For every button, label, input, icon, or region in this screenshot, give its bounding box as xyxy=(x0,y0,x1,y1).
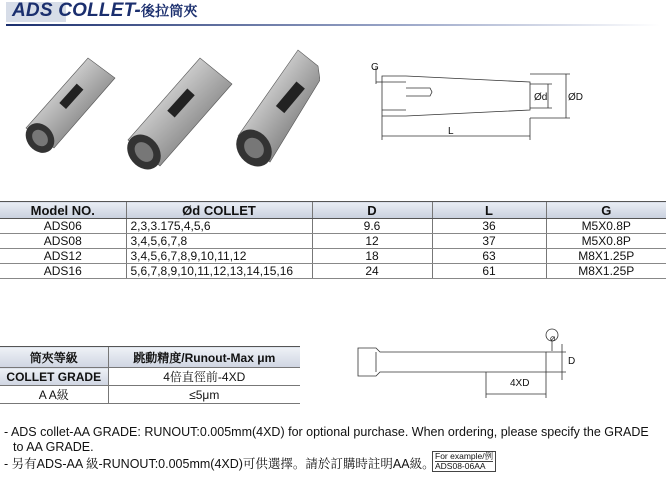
dim-label-length: L xyxy=(448,126,454,137)
collet-large xyxy=(229,50,320,170)
dim-label-small-d: Ød xyxy=(534,92,548,103)
col-header-l: L xyxy=(432,202,546,219)
col-header-collet: Ød COLLET xyxy=(126,202,312,219)
col-header-g: G xyxy=(546,202,666,219)
dim-label-g: G xyxy=(371,62,379,73)
grade-header-row xyxy=(0,347,300,368)
page-header xyxy=(6,0,660,26)
title-cn: 後拉筒夾 xyxy=(140,3,198,19)
cell-collet: 5,6,7,8,9,10,11,12,13,14,15,16 xyxy=(126,264,312,279)
grade-header-right xyxy=(108,347,300,368)
grade-row xyxy=(0,386,300,404)
spec-table xyxy=(0,201,666,279)
note-line-1: - ADS collet-AA GRADE: RUNOUT:0.005mm(4XD) for optional purchase. When ordering, please specify the GRADE xyxy=(4,425,649,439)
cell-d: 18 xyxy=(312,249,432,264)
page-title xyxy=(12,0,198,22)
example-box xyxy=(432,451,496,472)
grade-aa-value: ≤5μm xyxy=(108,386,300,404)
collet-dimension-drawing xyxy=(370,58,600,142)
runout-label-d: D xyxy=(568,356,576,367)
note-line-3: - 另有ADS-AA 級-RUNOUT:0.005mm(4XD)可供選擇。請於訂購時註明AA級。 xyxy=(4,457,435,471)
grade-row xyxy=(0,368,300,386)
table-row xyxy=(0,249,666,264)
dim-label-big-d: ØD xyxy=(568,92,583,103)
example-title: For example/例 xyxy=(435,451,494,461)
grade-header-unit: μm xyxy=(257,350,276,365)
title-en: ADS COLLET- xyxy=(12,0,141,21)
grade-aa-label: A A級 xyxy=(0,386,108,404)
col-header-d: D xyxy=(312,202,432,219)
cell-d: 9.6 xyxy=(312,219,432,234)
gauge-icon: ⌀ xyxy=(550,333,556,343)
cell-collet: 3,4,5,6,7,8,9,10,11,12 xyxy=(126,249,312,264)
cell-g: M8X1.25P xyxy=(546,264,666,279)
runout-drawing xyxy=(352,326,592,404)
grade-header-left: 筒夾等級 xyxy=(0,347,108,368)
runout-label-length: 4XD xyxy=(510,378,530,389)
cell-l: 63 xyxy=(432,249,546,264)
cell-g: M8X1.25P xyxy=(546,249,666,264)
cell-g: M5X0.8P xyxy=(546,234,666,249)
col-header-model: Model NO. xyxy=(0,202,126,219)
collet-small xyxy=(20,58,115,159)
example-value: ADS08-06AA xyxy=(435,461,493,471)
product-photo xyxy=(20,40,320,170)
grade-header-cn: 跳動精度/ xyxy=(133,350,185,365)
cell-collet: 3,4,5,6,7,8 xyxy=(126,234,312,249)
cell-model: ADS16 xyxy=(0,264,126,279)
table-row xyxy=(0,219,666,234)
grade-condition: 4倍直徑前-4XD xyxy=(108,368,300,386)
note-line-2: to AA GRADE. xyxy=(13,440,94,454)
cell-collet: 2,3,3.175,4,5,6 xyxy=(126,219,312,234)
cell-d: 24 xyxy=(312,264,432,279)
spec-header-row xyxy=(0,202,666,219)
cell-model: ADS06 xyxy=(0,219,126,234)
cell-l: 36 xyxy=(432,219,546,234)
cell-d: 12 xyxy=(312,234,432,249)
grade-label: COLLET GRADE xyxy=(0,368,108,386)
grade-header-en: Runout-Max xyxy=(184,350,254,365)
cell-l: 61 xyxy=(432,264,546,279)
cell-model: ADS08 xyxy=(0,234,126,249)
cell-l: 37 xyxy=(432,234,546,249)
cell-model: ADS12 xyxy=(0,249,126,264)
grade-table xyxy=(0,346,300,404)
collet-medium xyxy=(120,58,232,170)
table-row xyxy=(0,264,666,279)
header-rule xyxy=(6,24,660,26)
cell-g: M5X0.8P xyxy=(546,219,666,234)
table-row xyxy=(0,234,666,249)
